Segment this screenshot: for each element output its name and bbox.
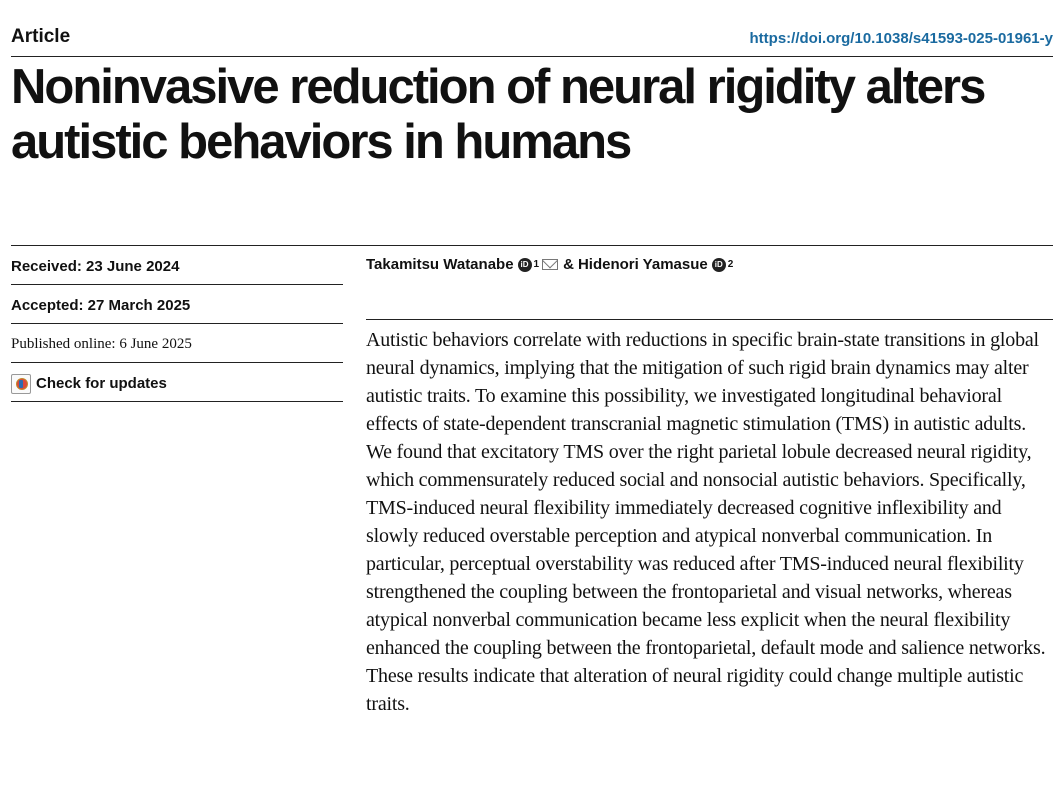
check-updates-icon xyxy=(11,374,31,394)
accepted-date-row xyxy=(11,285,343,324)
check-updates-label: Check for updates xyxy=(36,375,167,392)
author-name[interactable]: Takamitsu Watanabe xyxy=(366,256,514,273)
article-type-label: Article xyxy=(11,26,71,47)
article-title: Noninvasive reduction of neural rigidity alters autistic behaviors in humans xyxy=(11,60,985,169)
orcid-icon[interactable]: iD xyxy=(518,258,532,272)
received-date: Received: 23 June 2024 xyxy=(11,258,180,275)
check-for-updates-button[interactable] xyxy=(11,363,343,402)
header-rule xyxy=(11,56,1053,57)
abstract-rule xyxy=(366,319,1053,320)
orcid-icon[interactable]: iD xyxy=(712,258,726,272)
article-metadata xyxy=(11,246,343,402)
author-separator: & xyxy=(563,256,574,273)
author-affiliation: 2 xyxy=(727,259,734,270)
abstract-text: Autistic behaviors correlate with reductions in specific brain-state transitions in global neural dynamics, implying that the mitigation of such rigid brain dynamics may alter autistic traits. To examine this possibility, we investigated longitudinal behavioral effects of state-dependent transcranial magnetic stimulation (TMS) in autistic adults. We found that excitatory TMS over the right parietal lobule decreased neural rigidity, which commensurately reduced social and nonsocial autistic behaviors. Specifically, TMS-induced neural flexibility immediately decreased cognitive inflexibility and slowly reduced overstable perception and atypical nonverbal communication. In particular, perceptual overstability was reduced after TMS-induced neural flexibility strengthened the coupling between the frontoparietal and visual networks, whereas atypical nonverbal communication became less explicit when the neural flexibility enhanced the coupling between the frontoparietal, default mode and salience networks. These results indicate that alteration of neural rigidity could change multiple autistic traits. xyxy=(366,329,1046,715)
published-date: Published online: 6 June 2025 xyxy=(11,336,192,352)
accepted-date: Accepted: 27 March 2025 xyxy=(11,297,191,314)
received-date-row xyxy=(11,246,343,285)
author-name[interactable]: Hidenori Yamasue xyxy=(577,256,708,273)
author-affiliation: 1 xyxy=(533,259,540,270)
published-date-row xyxy=(11,324,343,363)
author-list xyxy=(366,256,733,273)
doi-link[interactable]: https://doi.org/10.1038/s41593-025-01961-y xyxy=(749,30,1053,47)
envelope-icon[interactable] xyxy=(542,259,558,270)
